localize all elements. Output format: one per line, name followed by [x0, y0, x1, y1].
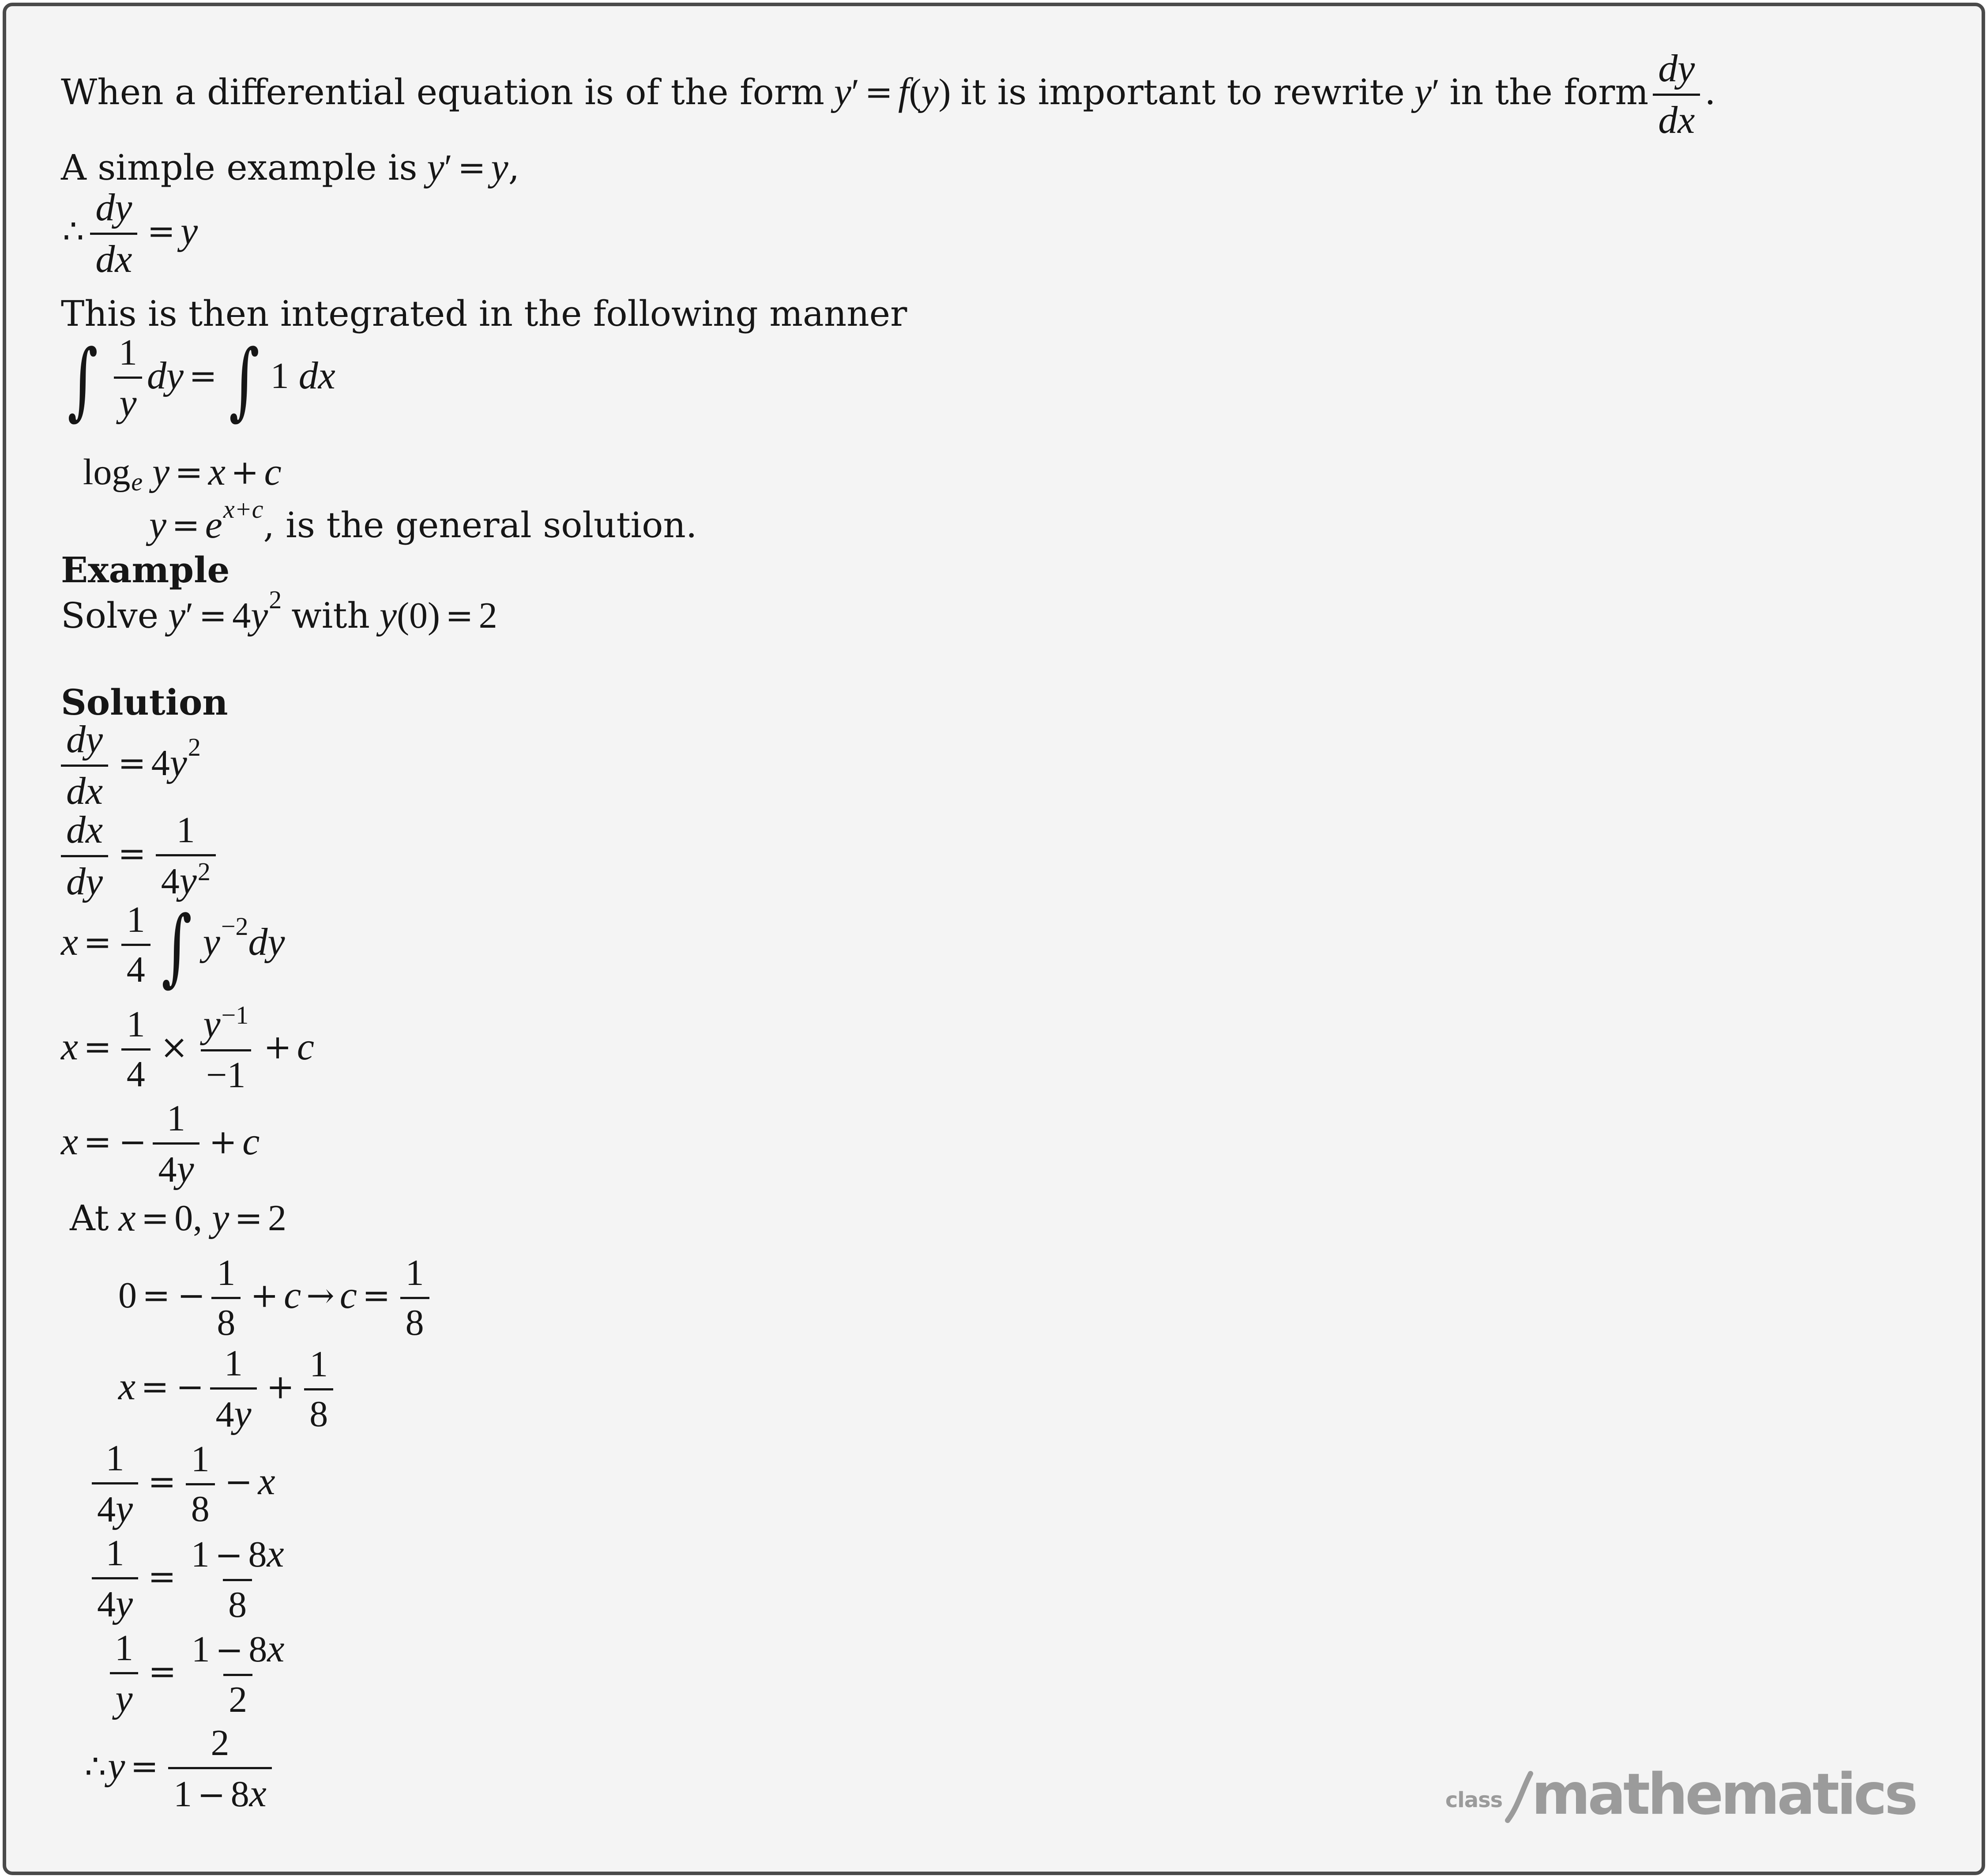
logo-small-text: class: [1445, 1788, 1503, 1812]
solution-step-10: $\frac{1}{y}$ = $\frac{1 - 8x}{2}$: [105, 1627, 294, 1716]
page-frame: [3, 3, 1985, 1875]
intro-text-2: it is important to rewrite: [960, 71, 1405, 113]
integral-equation-line: ∫ $\frac{1}{y}$ dy = ∫ 1 dx: [67, 331, 335, 429]
content-area: [61, 29, 1964, 1854]
solution-step-4: x = $\frac{1}{4}$ × $\frac{y^{-1}}{-1}$ + c: [61, 1001, 314, 1096]
intro-text-3: in the form: [1449, 71, 1649, 113]
example-with-text: with: [291, 595, 370, 636]
solution-step-3: x = $\frac{1}{4}$ ∫ y −2 dy: [61, 897, 285, 995]
simple-example-line: A simple example is y ′ = y ,: [61, 146, 520, 189]
intro-text-4: .: [1704, 71, 1716, 113]
solution-final-answer: ∴ y = $\frac{2}{1 - 8x}$: [83, 1722, 276, 1811]
integrated-text: This is then integrated in the following manner: [61, 293, 907, 334]
general-solution-text: , is the general solution.: [263, 505, 697, 546]
general-solution-line: y = e x+c , is the general solution.: [149, 495, 697, 546]
simple-example-text: A simple example is: [61, 147, 418, 188]
example-statement-line: Solve y ′ = 4 y 2 with y (0) = 2: [61, 585, 497, 637]
solution-step-8: $\frac{1}{4y}$ = $\frac{1}{8}$ − x: [87, 1437, 275, 1526]
log-equation-line: log e y = x + c: [83, 451, 282, 496]
solution-step-5: x = − $\frac{1}{4y}$ + c: [61, 1098, 260, 1190]
solution-heading: Solution: [61, 682, 228, 723]
solution-step-9: $\frac{1}{4y}$ = $\frac{1 - 8x}{8}$: [87, 1532, 294, 1621]
solution-step-2: $\frac{dx}{dy}$ = $\frac{1}{4y^2}$: [61, 808, 220, 899]
solution-at-text: At: [70, 1198, 109, 1239]
logo-big-text: mathematics: [1531, 1762, 1915, 1827]
solution-initial-condition: At x = 0 , y = 2: [70, 1197, 287, 1239]
fraction-dy-dx: $\frac{dy}{dx}$: [1653, 49, 1700, 140]
classmathematics-logo: [1445, 1762, 1915, 1827]
example-solve-text: Solve: [61, 595, 159, 636]
integrated-text-line: [61, 293, 907, 334]
solution-step-6: 0 = − $\frac{1}{8}$ + c → c = $\frac{1}{8}$: [118, 1252, 434, 1339]
therefore-dy-dx-line: ∴ $\frac{dy}{dx}$ = y: [63, 186, 198, 281]
example-heading: Example: [61, 549, 230, 591]
solution-step-1: $\frac{dy}{dx}$ = 4 y 2: [61, 718, 201, 808]
intro-line: When a differential equation is of the form y ′ = f ( y ) it is important to rewrite y ′ in the form $\frac{dy}{dx}$ .: [61, 47, 1716, 142]
simple-example-comma: ,: [508, 147, 520, 188]
intro-text-1: When a differential equation is of the form: [61, 71, 824, 113]
solution-step-7: x = − $\frac{1}{4y}$ + $\frac{1}{8}$: [118, 1342, 338, 1431]
